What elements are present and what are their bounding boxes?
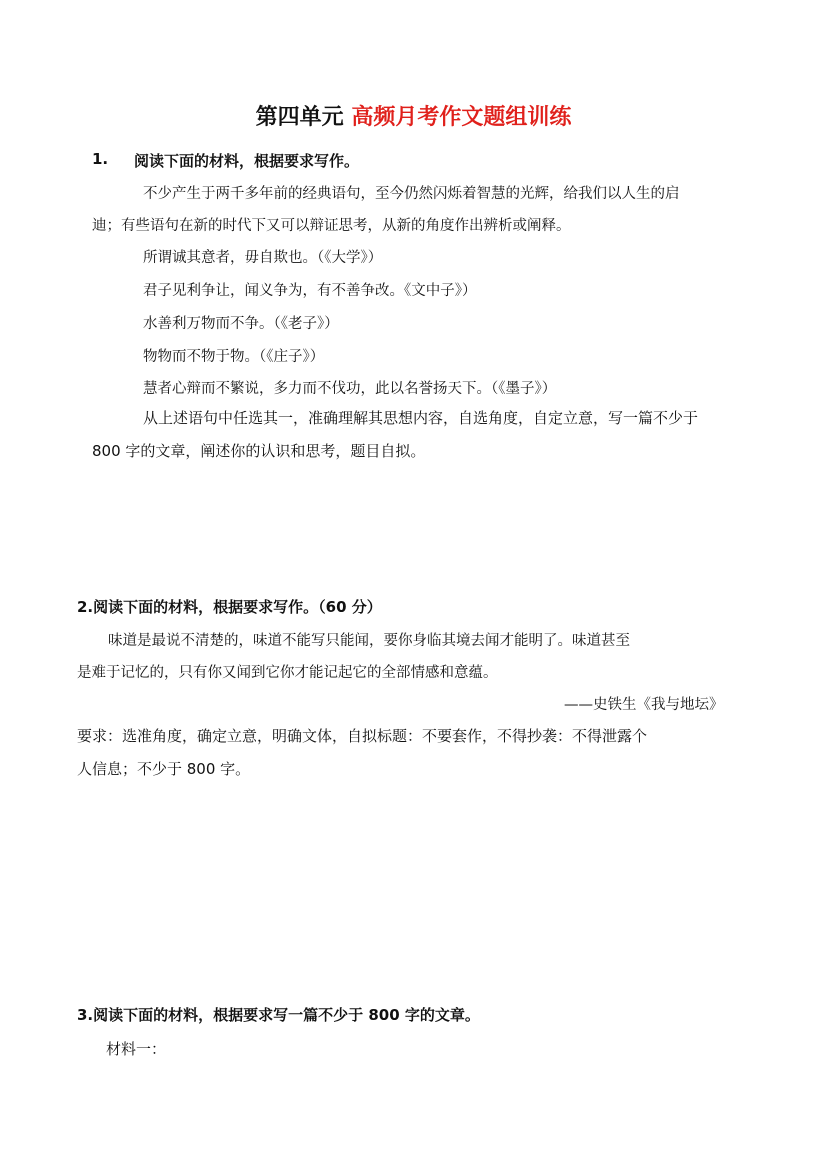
q1-quote: 慧者心辩而不繁说，多力而不伐功，此以名誉扬天下。（《墨子》）	[143, 381, 557, 397]
q1-task-line1: 从上述语句中任选其一，准确理解其思想内容，自选角度，自定立意，写一篇不少于	[143, 409, 699, 427]
q1-quote: 所谓诚其意者，毋自欺也。（《大学》）	[143, 250, 383, 266]
title-prefix: 第四单元	[255, 104, 344, 130]
q1-task-line2: 800 字的文章，阐述你的认识和思考，题目自拟。	[92, 442, 426, 460]
q1-quote: 君子见利争让，闻义争为，有不善争改。《文中子》）	[143, 283, 477, 299]
q1-quote: 水善利万物而不争。（《老子》）	[143, 316, 339, 332]
q1-intro-line1: 不少产生于两千多年前的经典语句，至今仍然闪烁着智慧的光辉，给我们以人生的启	[143, 186, 680, 202]
q1-number: 1.	[92, 150, 109, 168]
page-title	[0, 100, 827, 131]
q2-material-line1: 味道是最说不清楚的，味道不能写只能闻，要你身临其境去闻才能明了。味道甚至	[108, 633, 630, 649]
title-highlight: 高频月考作文题组训练	[351, 104, 572, 130]
q1-quote: 物物而不物于物。（《庄子》）	[143, 349, 325, 365]
q2-attribution: ——史铁生《我与地坛》	[564, 697, 724, 713]
q1-heading: 阅读下面的材料，根据要求写作。	[134, 152, 360, 170]
q2-requirements-line2: 人信息；不少于 800 字。	[77, 760, 251, 778]
q3-material-label: 材料一：	[106, 1040, 167, 1058]
q1-intro-line2: 迪；有些语句在新的时代下又可以辩证思考，从新的角度作出辨析或阐释。	[92, 218, 571, 234]
q2-heading: 2.阅读下面的材料，根据要求写作。（60 分）	[77, 598, 382, 616]
q3-heading: 3.阅读下面的材料，根据要求写一篇不少于 800 字的文章。	[77, 1006, 480, 1024]
q2-material-line2: 是难于记忆的，只有你又闻到它你才能记起它的全部情感和意蕴。	[77, 665, 498, 681]
q2-requirements-line1: 要求：选准角度，确定立意，明确文体，自拟标题：不要套作，不得抄袭：不得泄露个	[77, 727, 648, 745]
